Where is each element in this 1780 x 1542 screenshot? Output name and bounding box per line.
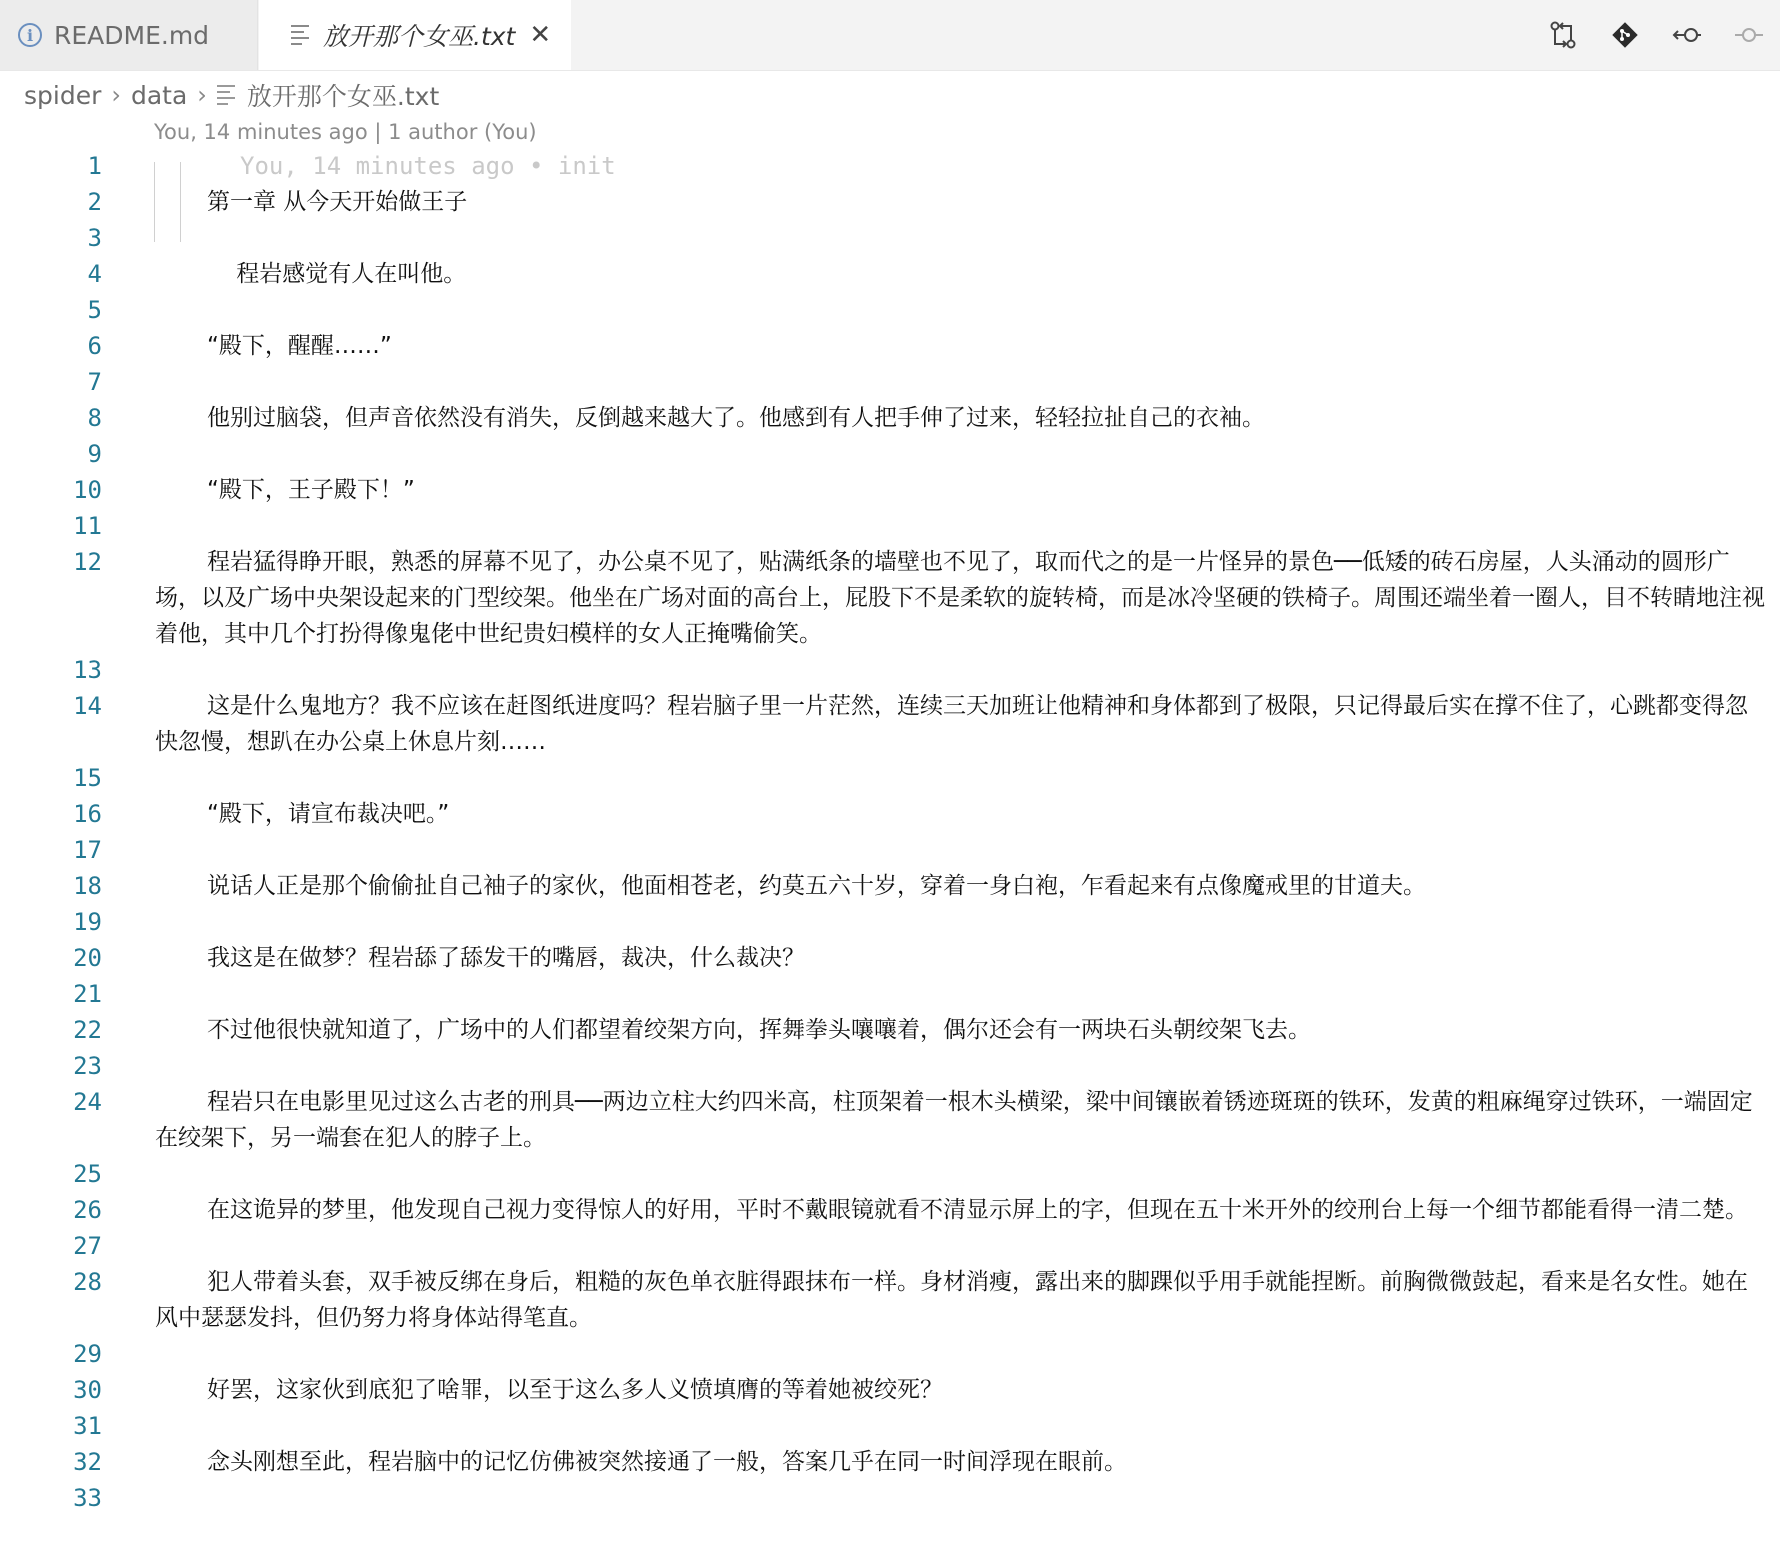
line-number: 11 — [73, 512, 102, 540]
commit-icon[interactable] — [1718, 0, 1780, 70]
line-number: 27 — [73, 1232, 102, 1260]
line-number: 30 — [73, 1376, 102, 1404]
editor-toolbar — [1532, 0, 1780, 70]
line-number: 12 — [73, 548, 102, 576]
line-number: 23 — [73, 1052, 102, 1080]
line-number: 18 — [73, 872, 102, 900]
line-number: 8 — [87, 404, 102, 432]
line-content: 我这是在做梦？程岩舔了舔发干的嘴唇，裁决，什么裁决？ — [207, 945, 805, 971]
line-content: 犯人带着头套，双手被反绑在身后，粗糙的灰色单衣脏得跟抹布一样。身材消瘦，露出来的脚踝似乎用手就能捏断。前胸微微鼓起，看来是名女性。她在风中瑟瑟发抖，但仍努力将身体站得笔直。 — [155, 1269, 1748, 1331]
line-content: 这是什么鬼地方？我不应该在赶图纸进度吗？程岩脑子里一片茫然，连续三天加班让他精神和身体都到了极限，只记得最后实在撑不住了，心跳都变得忽快忽慢，想趴在办公桌上休息片刻…… — [155, 693, 1748, 755]
line-number: 4 — [87, 260, 102, 288]
line-content: “殿下，醒醒……” — [207, 333, 392, 359]
line-number: 17 — [73, 836, 102, 864]
breadcrumb — [24, 72, 439, 118]
breadcrumb-item[interactable]: spider — [24, 80, 102, 110]
editor-line[interactable] — [0, 1156, 1780, 1192]
editor-line[interactable] — [0, 1480, 1780, 1516]
line-content: 说话人正是那个偷偷扯自己袖子的家伙，他面相苍老，约莫五六十岁，穿着一身白袍，乍看起来有点像魔戒里的甘道夫。 — [207, 873, 1426, 899]
line-content: 程岩感觉有人在叫他。 — [207, 261, 467, 287]
compare-changes-icon[interactable] — [1532, 0, 1594, 70]
line-number: 3 — [87, 224, 102, 252]
line-content: “殿下，请宣布裁决吧。” — [207, 801, 450, 827]
line-number: 2 — [87, 188, 102, 216]
editor-line[interactable] — [0, 508, 1780, 544]
editor-line[interactable] — [0, 688, 1780, 760]
tab-label: README.md — [54, 20, 210, 50]
line-content: 念头刚想至此，程岩脑中的记忆仿佛被突然接通了一般，答案几乎在同一时间浮现在眼前。 — [207, 1449, 1127, 1475]
blame-codelens[interactable]: You, 14 minutes ago | 1 author (You) — [154, 120, 537, 144]
file-lines-icon — [217, 81, 235, 109]
go-back-icon[interactable] — [1656, 0, 1718, 70]
indent-guide — [154, 162, 155, 242]
breadcrumb-item[interactable]: 放开那个女巫.txt — [246, 82, 440, 111]
line-number: 20 — [73, 944, 102, 972]
line-number: 10 — [73, 476, 102, 504]
line-number: 19 — [73, 908, 102, 936]
line-number: 25 — [73, 1160, 102, 1188]
line-number: 15 — [73, 764, 102, 792]
editor-line[interactable] — [0, 472, 1780, 508]
line-number: 7 — [87, 368, 102, 396]
chevron-right-icon: › — [111, 81, 121, 109]
editor-line[interactable] — [0, 652, 1780, 688]
line-number: 31 — [73, 1412, 102, 1440]
editor-line[interactable] — [0, 1192, 1780, 1228]
tab-readme[interactable] — [0, 0, 258, 70]
line-content: “殿下，王子殿下！” — [207, 477, 415, 503]
line-number: 24 — [73, 1088, 102, 1116]
editor-line[interactable] — [0, 796, 1780, 832]
tab-label: 放开那个女巫.txt — [323, 22, 516, 51]
editor-line[interactable] — [0, 292, 1780, 328]
line-number: 26 — [73, 1196, 102, 1224]
editor-line[interactable] — [0, 1264, 1780, 1336]
editor-line[interactable] — [0, 544, 1780, 652]
breadcrumb-item[interactable]: data — [130, 80, 188, 110]
editor-line[interactable] — [0, 436, 1780, 472]
line-content: 不过他很快就知道了，广场中的人们都望着绞架方向，挥舞拳头嚷嚷着，偶尔还会有一两块石头朝绞架飞去。 — [207, 1017, 1311, 1043]
git-icon[interactable] — [1594, 0, 1656, 70]
editor-line[interactable] — [0, 1408, 1780, 1444]
editor-line[interactable] — [0, 256, 1780, 292]
editor-line[interactable] — [0, 148, 1780, 184]
editor-line[interactable] — [0, 1444, 1780, 1480]
editor-line[interactable] — [0, 400, 1780, 436]
editor-line[interactable] — [0, 1372, 1780, 1408]
line-number: 6 — [87, 332, 102, 360]
line-content: 好罢，这家伙到底犯了啥罪，以至于这么多人义愤填膺的等着她被绞死？ — [207, 1377, 943, 1403]
editor-text-area[interactable] — [0, 148, 1780, 1516]
line-content: 他别过脑袋，但声音依然没有消失，反倒越来越大了。他感到有人把手伸了过来，轻轻拉扯自己的衣袖。 — [207, 405, 1265, 431]
chevron-right-icon: › — [197, 81, 207, 109]
editor-line[interactable] — [0, 1228, 1780, 1264]
line-number: 13 — [73, 656, 102, 684]
line-content: 在这诡异的梦里，他发现自己视力变得惊人的好用，平时不戴眼镜就看不清显示屏上的字，但现在五十米开外的绞刑台上每一个细节都能看得一清二楚。 — [207, 1197, 1748, 1223]
editor-line[interactable] — [0, 760, 1780, 796]
line-number: 22 — [73, 1016, 102, 1044]
editor-line[interactable] — [0, 1336, 1780, 1372]
editor-line[interactable] — [0, 832, 1780, 868]
line-number: 1 — [87, 152, 102, 180]
editor-line[interactable] — [0, 940, 1780, 976]
editor-line[interactable] — [0, 220, 1780, 256]
indent-guide — [180, 162, 181, 242]
close-icon[interactable]: ✕ — [529, 20, 552, 50]
editor-line[interactable] — [0, 1084, 1780, 1156]
editor-line[interactable] — [0, 868, 1780, 904]
editor-line[interactable] — [0, 976, 1780, 1012]
info-icon: i — [18, 23, 42, 47]
line-number: 32 — [73, 1448, 102, 1476]
line-number: 33 — [73, 1484, 102, 1512]
line-number: 14 — [73, 692, 102, 720]
editor-line[interactable] — [0, 904, 1780, 940]
blame-inline-annotation: You, 14 minutes ago • init — [240, 152, 616, 180]
line-number: 16 — [73, 800, 102, 828]
editor-line[interactable] — [0, 328, 1780, 364]
line-number: 5 — [87, 296, 102, 324]
line-number: 21 — [73, 980, 102, 1008]
tab-bar — [0, 0, 1780, 71]
line-content: 第一章 从今天开始做王子 — [207, 189, 468, 215]
editor-line[interactable] — [0, 1012, 1780, 1048]
line-number: 9 — [87, 440, 102, 468]
line-content: 程岩猛得睁开眼，熟悉的屏幕不见了，办公桌不见了，贴满纸条的墙壁也不见了，取而代之的是一片怪异的景色──低矮的砖石房屋，人头涌动的圆形广场，以及广场中央架设起来的门型绞架。他坐在广场对面的高台上，屁股下不是柔软的旋转椅，而是冰冷坚硬的铁椅子。周围还端坐着一圈人，目不转睛地注视着他，其中几个打扮得像鬼佬中世纪贵妇模样的女人正掩嘴偷笑。 — [155, 549, 1765, 647]
editor-line[interactable] — [0, 184, 1780, 220]
editor-line[interactable] — [0, 364, 1780, 400]
line-content: 程岩只在电影里见过这么古老的刑具──两边立柱大约四米高，柱顶架着一根木头横梁，梁中间镶嵌着锈迹斑斑的铁环，发黄的粗麻绳穿过铁环，一端固定在绞架下，另一端套在犯人的脖子上。 — [155, 1089, 1753, 1151]
tab-active-file[interactable] — [259, 0, 571, 70]
line-number: 29 — [73, 1340, 102, 1368]
file-lines-icon — [291, 21, 309, 49]
editor-line[interactable] — [0, 1048, 1780, 1084]
line-number: 28 — [73, 1268, 102, 1296]
